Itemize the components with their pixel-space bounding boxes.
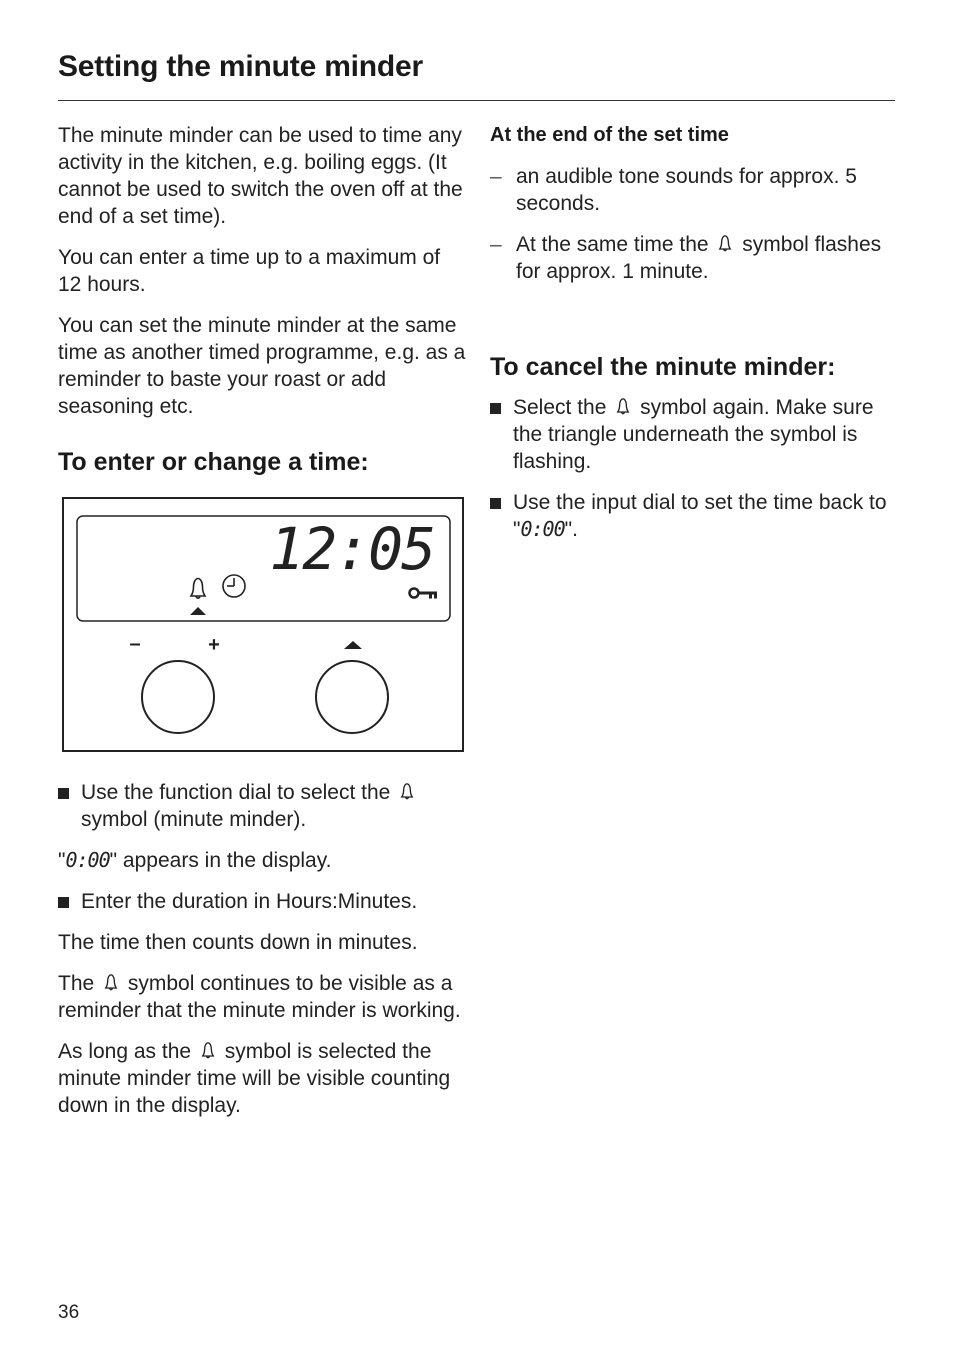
bell-icon [398,781,416,801]
heading-cancel: To cancel the minute minder: [490,353,836,381]
bell-icon [716,233,734,253]
page-number: 36 [58,1302,80,1323]
bell-icon [614,396,632,416]
counts-down-text: The time then counts down in minutes. [58,931,418,954]
symbol-visible-text: The symbol continues to be visible as a reminder that the minute minder is working. [58,972,461,1022]
bullet-square-icon [490,498,501,509]
end-item-flash: – At the same time the symbol flashes for approx. 1 minute. [490,233,882,283]
control-panel-diagram [62,497,466,755]
intro-paragraph-2: You can enter a time up to a maximum of 12 hours. [58,246,441,296]
display-time: 12:05 [269,515,434,583]
display-code: 0:00 [520,517,565,541]
title-rule [58,100,895,101]
dash-marker: – [490,233,502,256]
symbol-selected-text: As long as the symbol is selected the minute minder time will be visible counting down in the display. [58,1040,451,1117]
right-column [490,122,890,557]
heading-enter-time: To enter or change a time: [58,448,369,476]
function-dial [142,661,214,733]
left-column [58,122,468,1133]
plus-label: + [208,634,220,656]
heading-end-of-time: At the end of the set time [490,124,729,146]
bullet-square-icon [490,403,501,414]
intro-paragraph-1: The minute minder can be used to time any activity in the kitchen, e.g. boiling eggs. (It cannot be used to switch the oven off at the end of a set time). [58,124,463,228]
minus-label: – [129,633,141,655]
bullet-square-icon [58,788,69,799]
intro-paragraph-3: You can set the minute minder at the same time as another timed programme, e.g. as a reminder to baste your roast or add seasoning etc. [58,314,466,418]
cancel-step-reset: Use the input dial to set the time back to "0:00". [490,489,890,543]
appears-in-display: "0:00" appears in the display. [58,848,332,872]
end-item-tone: – an audible tone sounds for approx. 5 seconds. [490,165,857,215]
step-enter-duration: Enter the duration in Hours:Minutes. [58,888,468,915]
bell-icon [199,1040,217,1060]
bullet-square-icon [58,897,69,908]
step-select-symbol: Use the function dial to select the symbol (minute minder). [58,779,468,833]
dash-marker: – [490,165,502,188]
display-code: 0:00 [65,848,110,872]
bell-icon [102,972,120,992]
cancel-step-select: Select the symbol again. Make sure the triangle underneath the symbol is flashing. [490,394,890,475]
input-dial [316,661,388,733]
page-title: Setting the minute minder [58,50,424,83]
